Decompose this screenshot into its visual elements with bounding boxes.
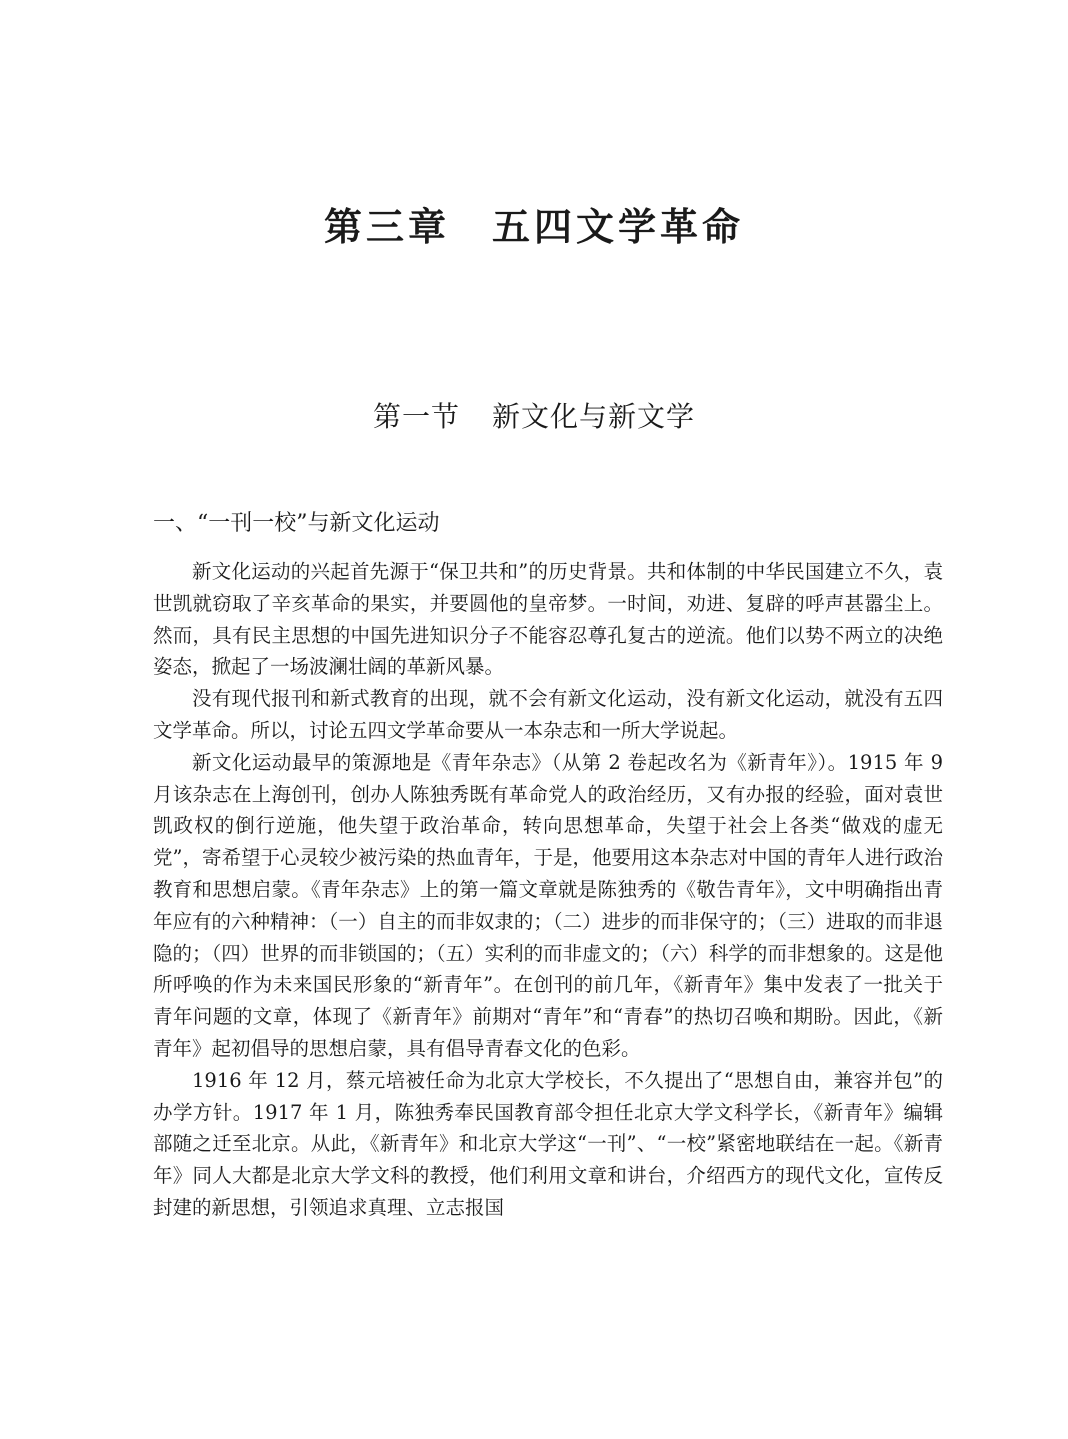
paragraph: 新文化运动的兴起首先源于“保卫共和”的历史背景。共和体制的中华民国建立不久，袁世凯就窃取了辛亥革命的果实，并要圆他的皇帝梦。一时间，劝进、复辟的呼声甚嚣尘上。然而，具有民主思想的中国先进知识分子不能容忍尊孔复古的逆流。他们以势不两立的决绝姿态，掀起了一场波澜壮阔的革新风暴。 [153, 560, 943, 679]
section-title [0, 395, 1068, 435]
chapter-title [0, 196, 1068, 251]
chapter-number: 第三章 [323, 205, 450, 249]
paragraph: 新文化运动最早的策源地是《青年杂志》（从第 2 卷起改名为《新青年》）。1915 年 9 月该杂志在上海创刊，创办人陈独秀既有革命党人的政治经历，又有办报的经验，面对袁世凯政权的倒行逆施，他失望于政治革命，转向思想革命，失望于社会上各类“做戏的虚无党”，寄希望于心灵较少被污染的热血青年，于是，他要用这本杂志对中国的青年人进行政治教育和思想启蒙。《青年杂志》上的第一篇文章就是陈独秀的《敬告青年》，文中明确指出青年应有的六种精神：（一）自主的而非奴隶的；（二）进步的而非保守的；（三）进取的而非退隐的；（四）世界的而非锁国的；（五）实利的而非虚文的；（六）科学的而非想象的。这是他所呼唤的作为未来国民形象的“新青年”。在创刊的前几年，《新青年》集中发表了一批关于青年问题的文章，体现了《新青年》前期对“青年”和“青春”的热切召唤和期盼。因此，《新青年》起初倡导的思想启蒙，具有倡导青春文化的色彩。 [153, 750, 943, 1060]
subsection-title: 一、“一刊一校”与新文化运动 [153, 511, 440, 536]
chapter-name: 五四文学革命 [492, 205, 745, 249]
body-text [153, 556, 943, 1224]
section-number: 第一节 [372, 400, 460, 433]
paragraph: 1916 年 12 月，蔡元培被任命为北京大学校长，不久提出了“思想自由，兼容并包”的办学方针。1917 年 1 月，陈独秀奉民国教育部令担任北京大学文科学长，《新青年》编辑部随之迁至北京。从此，《新青年》和北京大学这“一刊”、“一校”紧密地联结在一起。《新青年》同人大都是北京大学文科的教授，他们利用文章和讲台，介绍西方的现代文化，宣传反封建的新思想，引领追求真理、立志报国 [153, 1068, 943, 1219]
section-name: 新文化与新文学 [492, 400, 696, 433]
paragraph: 没有现代报刊和新式教育的出现，就不会有新文化运动，没有新文化运动，就没有五四文学革命。所以，讨论五四文学革命要从一本杂志和一所大学说起。 [153, 687, 943, 742]
